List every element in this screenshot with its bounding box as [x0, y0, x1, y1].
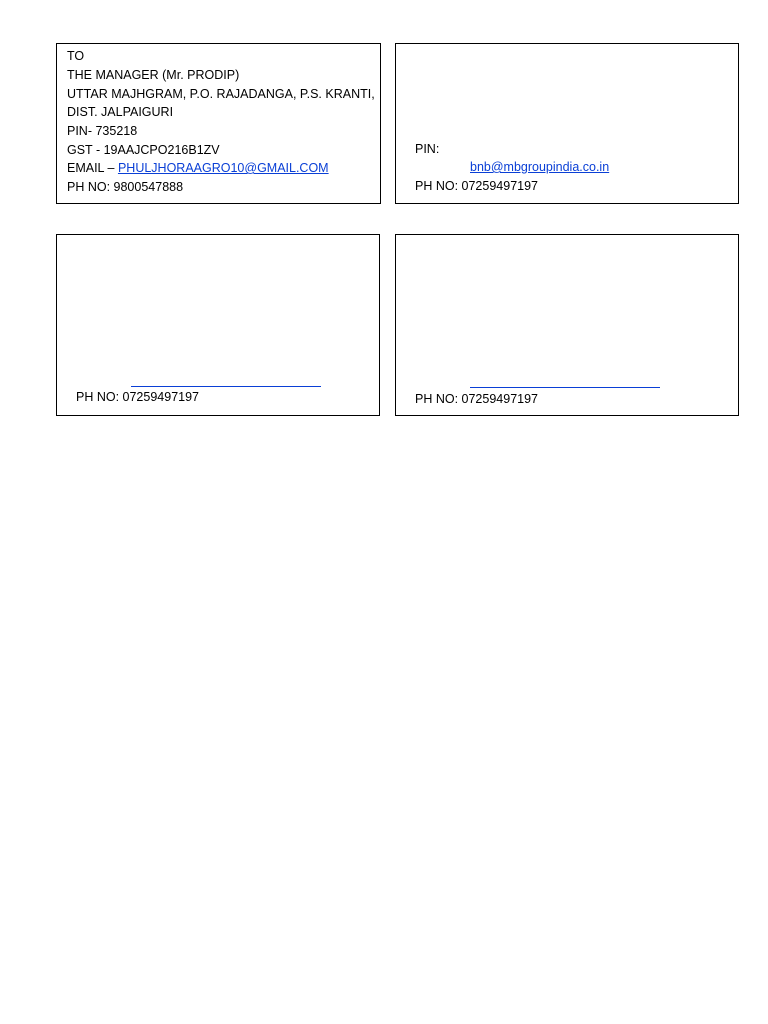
email-link[interactable]: PHULJHORAAGRO10@GMAIL.COM — [117, 161, 329, 175]
recipient-name: THE MANAGER (Mr. PRODIP) — [67, 68, 240, 82]
pin-line: PIN: — [415, 142, 440, 156]
empty-email-link[interactable] — [470, 387, 660, 388]
phone-line: PH NO: 9800547888 — [67, 180, 184, 194]
email-line — [67, 159, 329, 177]
phone-line: PH NO: 07259497197 — [415, 179, 539, 193]
address-label-4 — [395, 234, 739, 416]
email-prefix: EMAIL – — [67, 161, 118, 175]
phone-line: PH NO: 07259497197 — [76, 390, 200, 404]
pin-line: PIN- 735218 — [67, 124, 138, 138]
address-label-1 — [56, 43, 381, 204]
address-label-2 — [395, 43, 739, 204]
to-line: TO — [67, 49, 85, 63]
email-link[interactable]: bnb@mbgroupindia.co.in — [470, 160, 610, 174]
address-label-3 — [56, 234, 380, 416]
address-line-2: DIST. JALPAIGURI — [67, 105, 174, 119]
gst-line: GST - 19AAJCPO216B1ZV — [67, 143, 220, 157]
empty-email-link[interactable] — [131, 386, 321, 387]
address-line-1: UTTAR MAJHGRAM, P.O. RAJADANGA, P.S. KRANTI, — [67, 87, 375, 101]
phone-line: PH NO: 07259497197 — [415, 392, 539, 406]
